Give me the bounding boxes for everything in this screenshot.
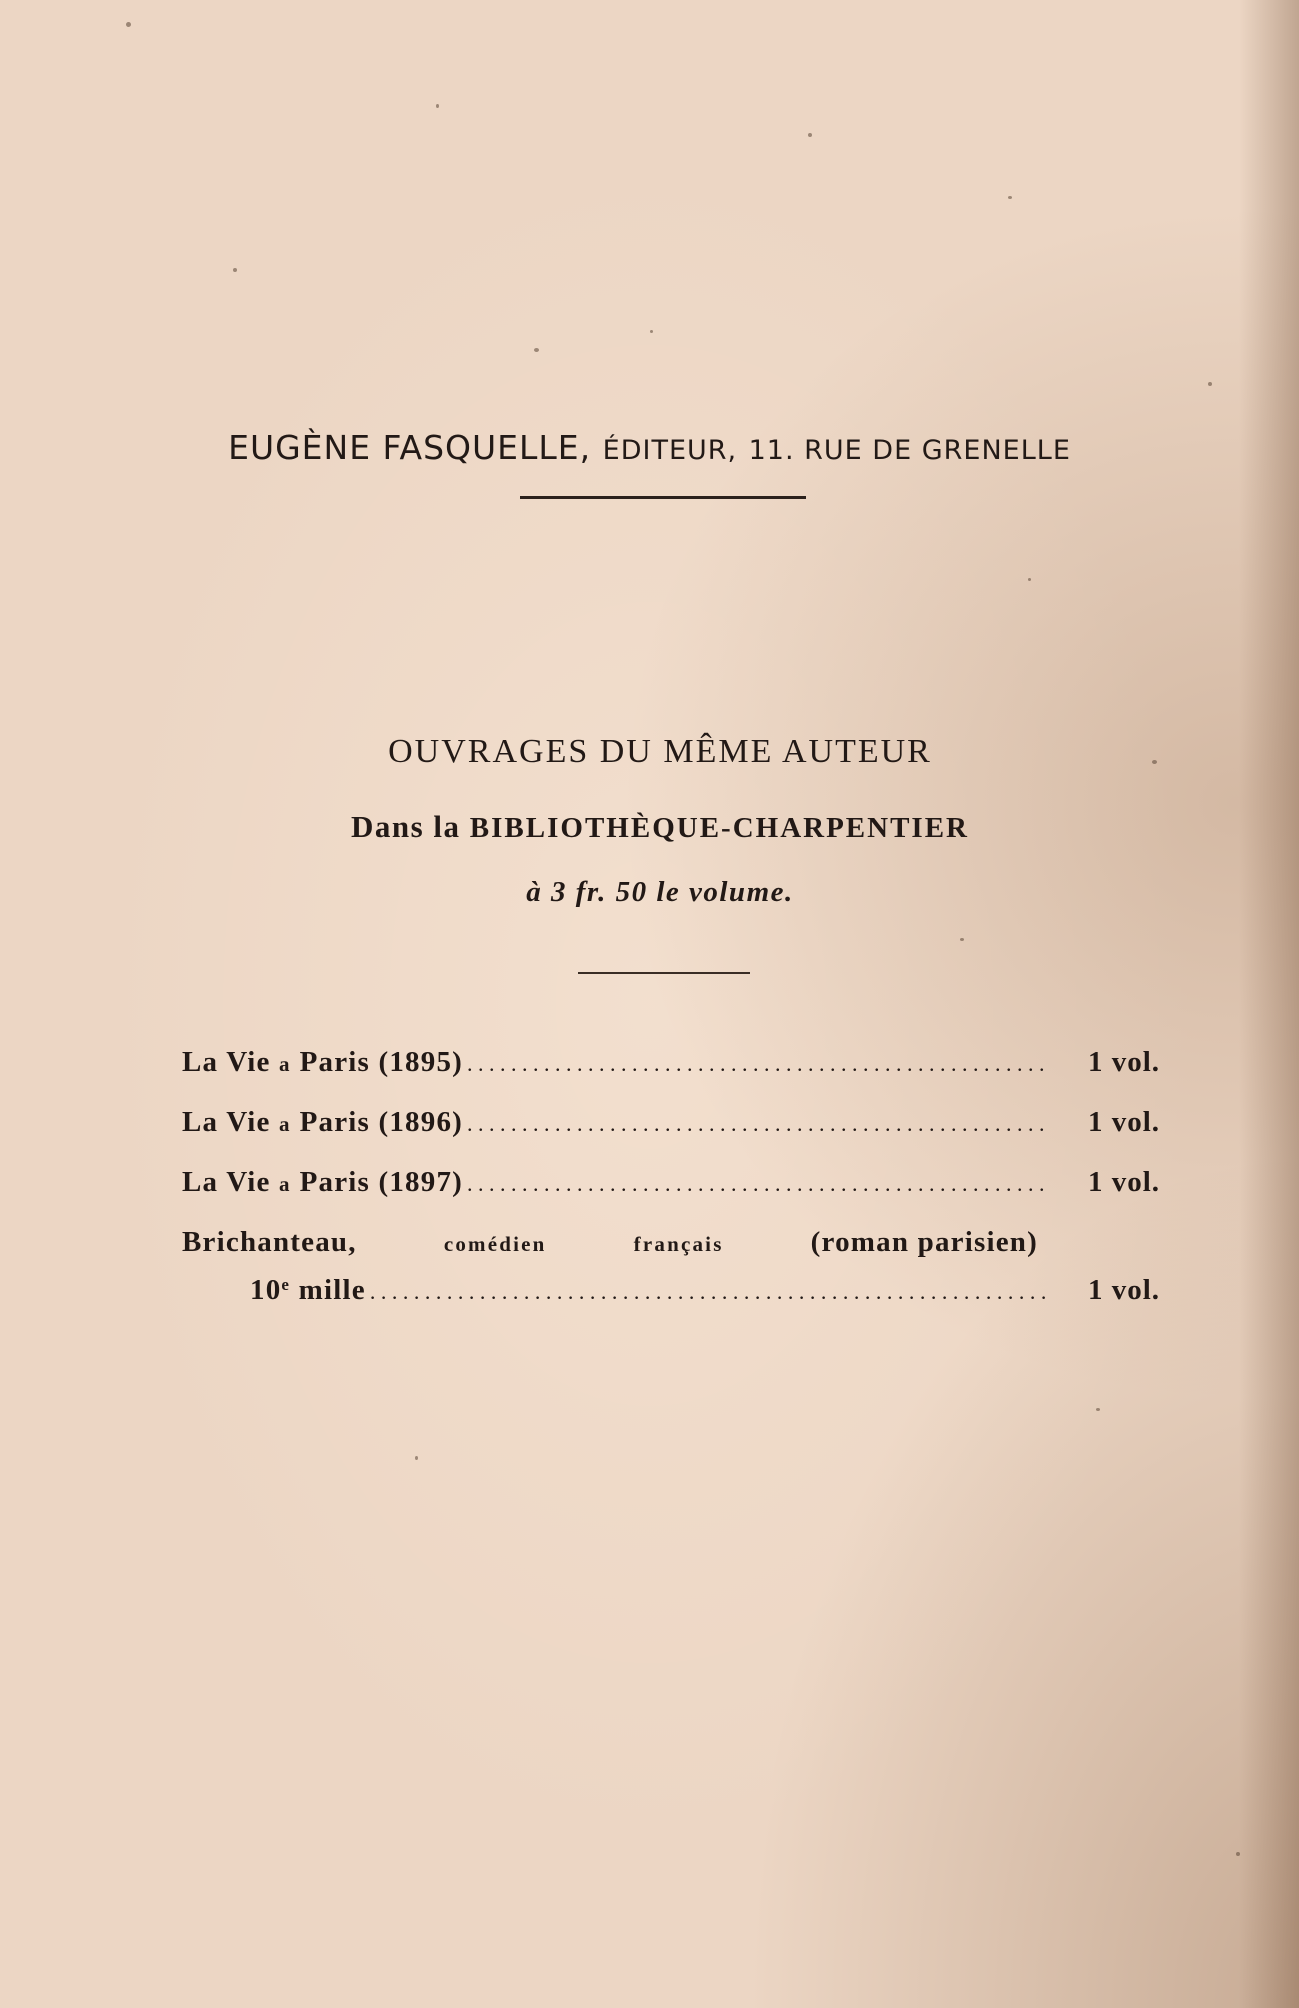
list-item: [182, 1106, 1160, 1166]
work-genre: (roman parisien): [810, 1226, 1038, 1258]
paper-speck: [436, 104, 439, 108]
section-heading: OUVRAGES DU MÊME AUTEUR: [388, 733, 932, 770]
paper-speck: [534, 348, 539, 352]
work-year: (1895): [378, 1046, 464, 1078]
volume-count: 1 vol.: [1087, 1106, 1160, 1138]
work-year: (1896): [378, 1106, 464, 1138]
publisher-address: 11. RUE DE GRENELLE: [748, 435, 1071, 466]
paper-speck: [808, 133, 812, 137]
paper-speck: [650, 330, 653, 333]
section-rule: [578, 972, 750, 974]
publisher-name: EUGÈNE FASQUELLE,: [228, 428, 592, 467]
paper-speck: [1096, 1408, 1100, 1411]
work-title-line: [182, 1226, 1038, 1274]
paper-speck: [960, 938, 964, 941]
dot-leader: [467, 1111, 1046, 1137]
work-edition-line: [182, 1274, 1160, 1330]
publisher-role: ÉDITEUR,: [602, 435, 738, 466]
work-title: La Vie a Paris (1896): [182, 1106, 464, 1138]
works-list: [182, 1046, 1160, 1330]
dot-leader: [467, 1051, 1046, 1077]
volume-count: 1 vol.: [1087, 1274, 1160, 1306]
work-edition: 10e mille: [250, 1274, 366, 1306]
dot-leader: [370, 1279, 1046, 1305]
work-subtitle-2: français: [633, 1232, 724, 1256]
paper-speck: [126, 22, 131, 27]
paper-speck: [415, 1456, 418, 1460]
paper-speck: [1236, 1852, 1240, 1856]
publisher-rule: [520, 496, 806, 499]
collection-line: [0, 809, 1299, 845]
paper-speck: [1028, 578, 1031, 581]
work-title: La Vie a Paris (1895): [182, 1046, 464, 1078]
work-title: Brichanteau,: [182, 1226, 357, 1258]
publisher-line: [0, 428, 1299, 467]
list-item: [182, 1226, 1160, 1330]
collection-name: BIBLIOTHÈQUE-CHARPENTIER: [469, 812, 969, 844]
price-line: à 3 fr. 50 le volume.: [526, 876, 794, 908]
volume-count: 1 vol.: [1087, 1046, 1160, 1078]
volume-count: 1 vol.: [1087, 1166, 1160, 1198]
work-year: (1897): [378, 1166, 464, 1198]
collection-prefix: Dans la: [350, 809, 461, 844]
paper-speck: [233, 268, 237, 272]
list-item: [182, 1166, 1160, 1226]
page-edge-shadow: [1239, 0, 1299, 2008]
dot-leader: [467, 1171, 1046, 1197]
paper-speck: [1008, 196, 1012, 199]
work-subtitle-1: comédien: [443, 1232, 547, 1256]
work-title: La Vie a Paris (1897): [182, 1166, 464, 1198]
list-item: [182, 1046, 1160, 1106]
paper-speck: [1208, 382, 1212, 386]
